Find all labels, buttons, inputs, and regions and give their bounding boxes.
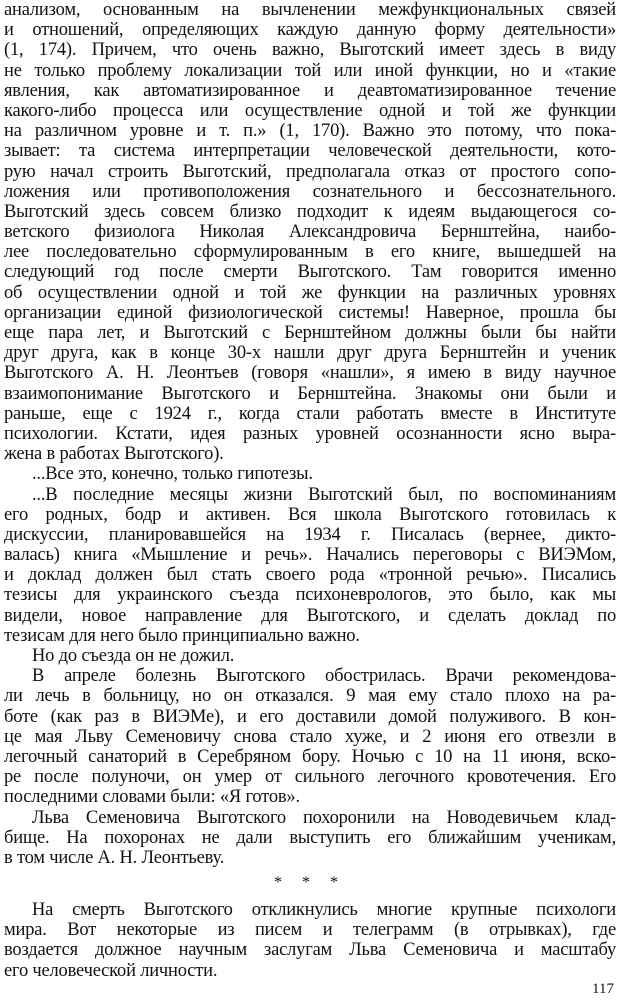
text-line: лее последовательно сформулированным в его книге, вышедшей на bbox=[4, 242, 616, 263]
text-line: следующий год после смерти Выготского. Там говорится именно bbox=[4, 262, 616, 283]
page-number: 117 bbox=[592, 981, 614, 997]
text-line: мира. Вот некоторые из писем и телеграмм (в отрывках), где bbox=[4, 920, 616, 941]
text-line: тезисам для него было принципиально важно. bbox=[4, 625, 360, 646]
body-text bbox=[4, 0, 616, 868]
text-line: психологии. Кстати, идея разных уровней осознанности ясно выра- bbox=[4, 423, 616, 444]
section-separator: * * * bbox=[274, 874, 346, 891]
text-line: видели, новое направление для Выготского, и сделать доклад по bbox=[4, 605, 616, 626]
text-line: друг друга, как в конце 30-х нашли друг друга Бернштейн и ученик bbox=[4, 343, 616, 364]
text-line: на различном уровне и т. п.» (1, 170). Важно это потому, что пока- bbox=[4, 121, 616, 142]
text-line: бище. На похоронах не дали выступить его ближайшим ученикам, bbox=[4, 827, 616, 848]
text-line: воздается должное научным заслугам Льва Семеновича и масштабу bbox=[4, 940, 616, 961]
text-line: ложения или противоположения сознательного и бессознательного. bbox=[4, 181, 616, 202]
text-line: рую начал строить Выготский, предполагала отказ от простого сопо- bbox=[4, 161, 616, 182]
text-line: Выготский здесь совсем близко подходит к идеям выдающегося со- bbox=[4, 201, 616, 222]
text-line: Льва Семеновича Выготского похоронили на Новодевичьем клад- bbox=[32, 807, 616, 828]
text-line: ре после полуночи, он умер от сильного легочного кровотечения. Его bbox=[4, 767, 616, 788]
text-line: валась) книга «Мышление и речь». Начались переговоры с ВИЭМом, bbox=[4, 545, 616, 566]
text-line: (1, 174). Причем, что очень важно, Выготский имеет здесь в виду bbox=[4, 40, 616, 61]
text-line: организации единой физиологической системы! Наверное, прошла бы bbox=[4, 302, 616, 323]
text-line: Выготского А. Н. Леонтьев (говоря «нашли», я имею в виду научное bbox=[4, 363, 616, 384]
text-line: не только проблему локализации той или иной функции, но и «такие bbox=[4, 60, 616, 81]
text-line: дискуссии, планировавшейся на 1934 г. Писалась (вернее, дикто- bbox=[4, 524, 616, 545]
text-line: его родных, бодр и активен. Вся школа Выготского готовилась к bbox=[4, 504, 616, 525]
text-line: еще пара лет, и Выготский с Бернштейном должны были бы найти bbox=[4, 323, 616, 343]
text-line: Но до съезда он не дожил. bbox=[32, 646, 235, 666]
text-line: На смерть Выготского откликнулись многие крупные психологи bbox=[32, 900, 616, 920]
text-line: легочный санаторий в Серебряном бору. Ночью с 10 на 11 июня, вско- bbox=[4, 746, 616, 767]
text-line: какого-либо процесса или осуществление одной и той же функции bbox=[4, 100, 616, 121]
text-line: тезисы для украинского съезда психоневрологов, это было, как мы bbox=[4, 585, 616, 606]
text-line: ...В последние месяцы жизни Выготский был, по воспоминаниям bbox=[32, 484, 616, 505]
text-line: и доклад должен был стать своего рода «тронной речью». Писались bbox=[4, 565, 616, 586]
text-line: ли лечь в больницу, но он отказался. 9 мая ему стало плохо на ра- bbox=[4, 686, 616, 707]
text-line: це мая Льву Семеновичу снова стало хуже, и 2 июня его отвезли в bbox=[4, 726, 616, 747]
text-line: ветского физиолога Николая Александровича Бернштейна, наибо- bbox=[4, 222, 616, 243]
text-line: явления, как автоматизированное и деавтоматизированное течение bbox=[4, 80, 616, 101]
text-line: его человеческой личности. bbox=[4, 960, 218, 981]
text-line: боте (как раз в ВИЭМе), и его доставили домой полуживого. В кон- bbox=[4, 706, 616, 727]
text-line: зывает: та система интерпретации человеческой деятельности, кото- bbox=[4, 141, 616, 162]
text-line: жена в работах Выготского). bbox=[4, 444, 224, 465]
text-line: В апреле болезнь Выготского обострилась. Врачи рекомендова- bbox=[32, 666, 616, 687]
text-line: взаимопонимание Выготского и Бернштейна. Знакомы они были и bbox=[4, 383, 616, 404]
text-line: ...Все это, конечно, только гипотезы. bbox=[32, 464, 313, 485]
closing-paragraph bbox=[4, 900, 616, 981]
text-line: и отношений, определяющих каждую данную форму деятельности» bbox=[4, 20, 616, 41]
text-line: последними словами были: «Я готов». bbox=[4, 787, 300, 808]
text-line: анализом, основанным на вычленении межфункциональных связей bbox=[4, 0, 616, 20]
text-line: раньше, еще с 1924 г., когда стали работать вместе в Институте bbox=[4, 403, 616, 424]
text-line: в том числе А. Н. Леонтьеву. bbox=[4, 847, 225, 868]
text-line: об осуществлении одной и той же функции на различных уровнях bbox=[4, 282, 616, 303]
